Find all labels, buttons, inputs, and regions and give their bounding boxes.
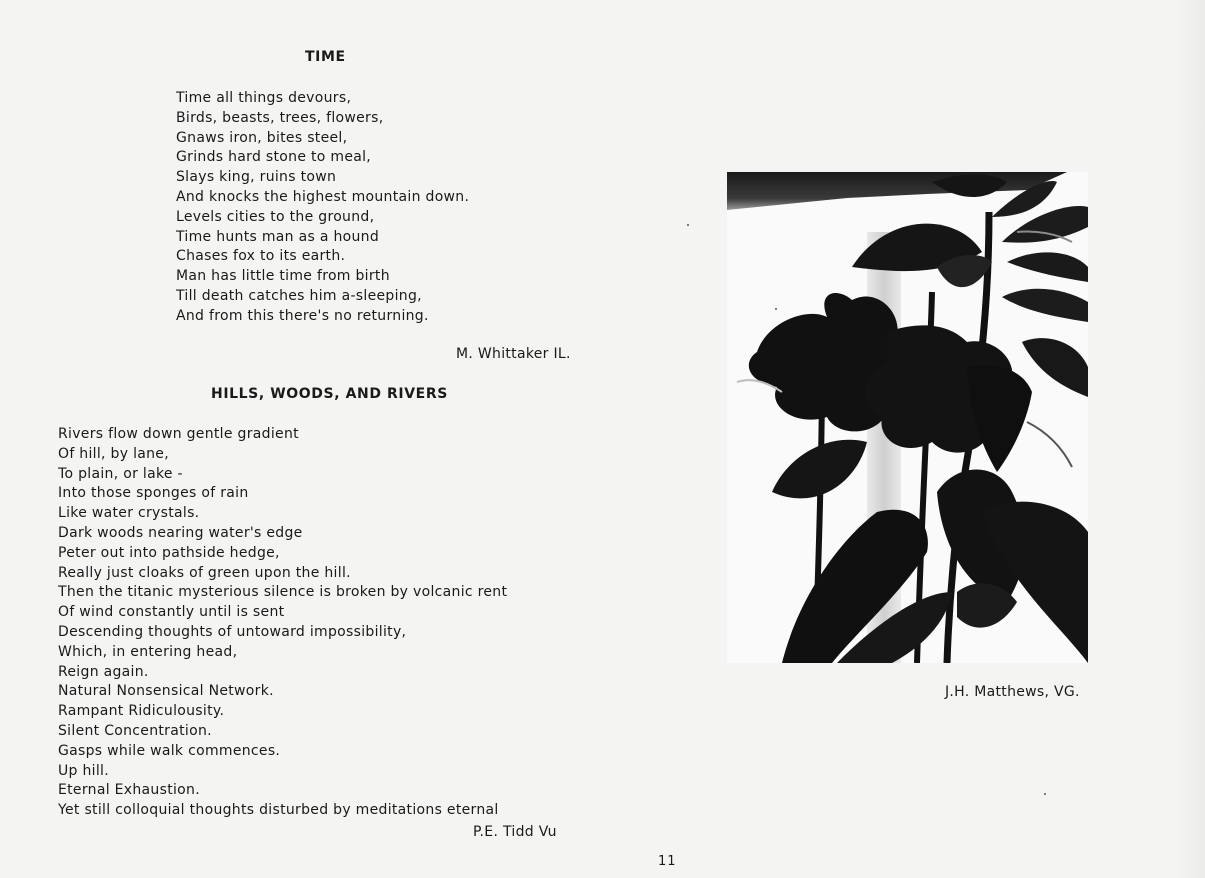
poem-hills-body <box>58 425 507 821</box>
poem-line: Slays king, ruins town <box>176 169 337 186</box>
poem-hills-author: P.E. Tidd Vu <box>473 824 557 840</box>
poem-line: Chases fox to its earth. <box>176 248 346 265</box>
poem-line: Levels cities to the ground, <box>176 208 375 225</box>
poem-title-time: TIME <box>305 49 346 65</box>
poem-line: Then the titanic mysterious silence is broken by volcanic rent <box>58 584 508 601</box>
poem-line: Which, in entering head, <box>58 643 238 660</box>
poem-line: Really just cloaks of green upon the hill. <box>58 564 351 581</box>
page-number: 11 <box>658 854 677 869</box>
poem-line: Of wind constantly until is sent <box>58 604 285 621</box>
poem-line: Peter out into pathside hedge, <box>58 544 280 561</box>
poem-line: Rivers flow down gentle gradient <box>58 426 299 442</box>
poem-line: And knocks the highest mountain down. <box>176 188 470 205</box>
poem-line: To plain, or lake - <box>58 465 183 482</box>
poem-line: Time all things devours, <box>176 90 352 106</box>
poem-line: Of hill, by lane, <box>58 445 169 462</box>
poem-line: Gasps while walk commences. <box>58 742 281 759</box>
poem-line: Man has little time from birth <box>176 268 390 285</box>
poem-line: Time hunts man as a hound <box>176 228 380 245</box>
poem-line: Into those sponges of rain <box>58 485 249 502</box>
poem-line: And from this there's no returning. <box>176 307 429 324</box>
poem-line: Natural Nonsensical Network. <box>58 683 274 700</box>
poem-time-author: M. Whittaker IL. <box>456 346 571 362</box>
poem-line: Dark woods nearing water's edge <box>58 524 303 541</box>
poem-time-body <box>176 89 469 327</box>
poem-title-hills-woods-rivers: HILLS, WOODS, AND RIVERS <box>211 386 448 402</box>
poem-line: Birds, beasts, trees, flowers, <box>176 109 384 126</box>
poem-line: Reign again. <box>58 663 149 680</box>
plant-photograph <box>727 172 1088 663</box>
poem-line: Till death catches him a-sleeping, <box>176 287 422 304</box>
poem-line: Up hill. <box>58 762 109 779</box>
scan-speck <box>1044 793 1046 795</box>
scan-speck <box>687 224 689 226</box>
poem-line: Descending thoughts of untoward impossibility, <box>58 623 407 640</box>
poem-line: Like water crystals. <box>58 505 200 522</box>
poem-line: Rampant Ridiculousity. <box>58 703 225 720</box>
page-edge <box>1175 0 1205 878</box>
poem-line: Silent Concentration. <box>58 722 212 739</box>
poem-line: Gnaws iron, bites steel, <box>176 129 348 146</box>
photo-credit: J.H. Matthews, VG. <box>945 684 1080 700</box>
poem-line: Yet still colloquial thoughts disturbed by meditations eternal <box>58 802 499 819</box>
poem-line: Eternal Exhaustion. <box>58 782 200 799</box>
poem-line: Grinds hard stone to meal, <box>176 149 372 166</box>
scan-speck <box>775 308 777 310</box>
